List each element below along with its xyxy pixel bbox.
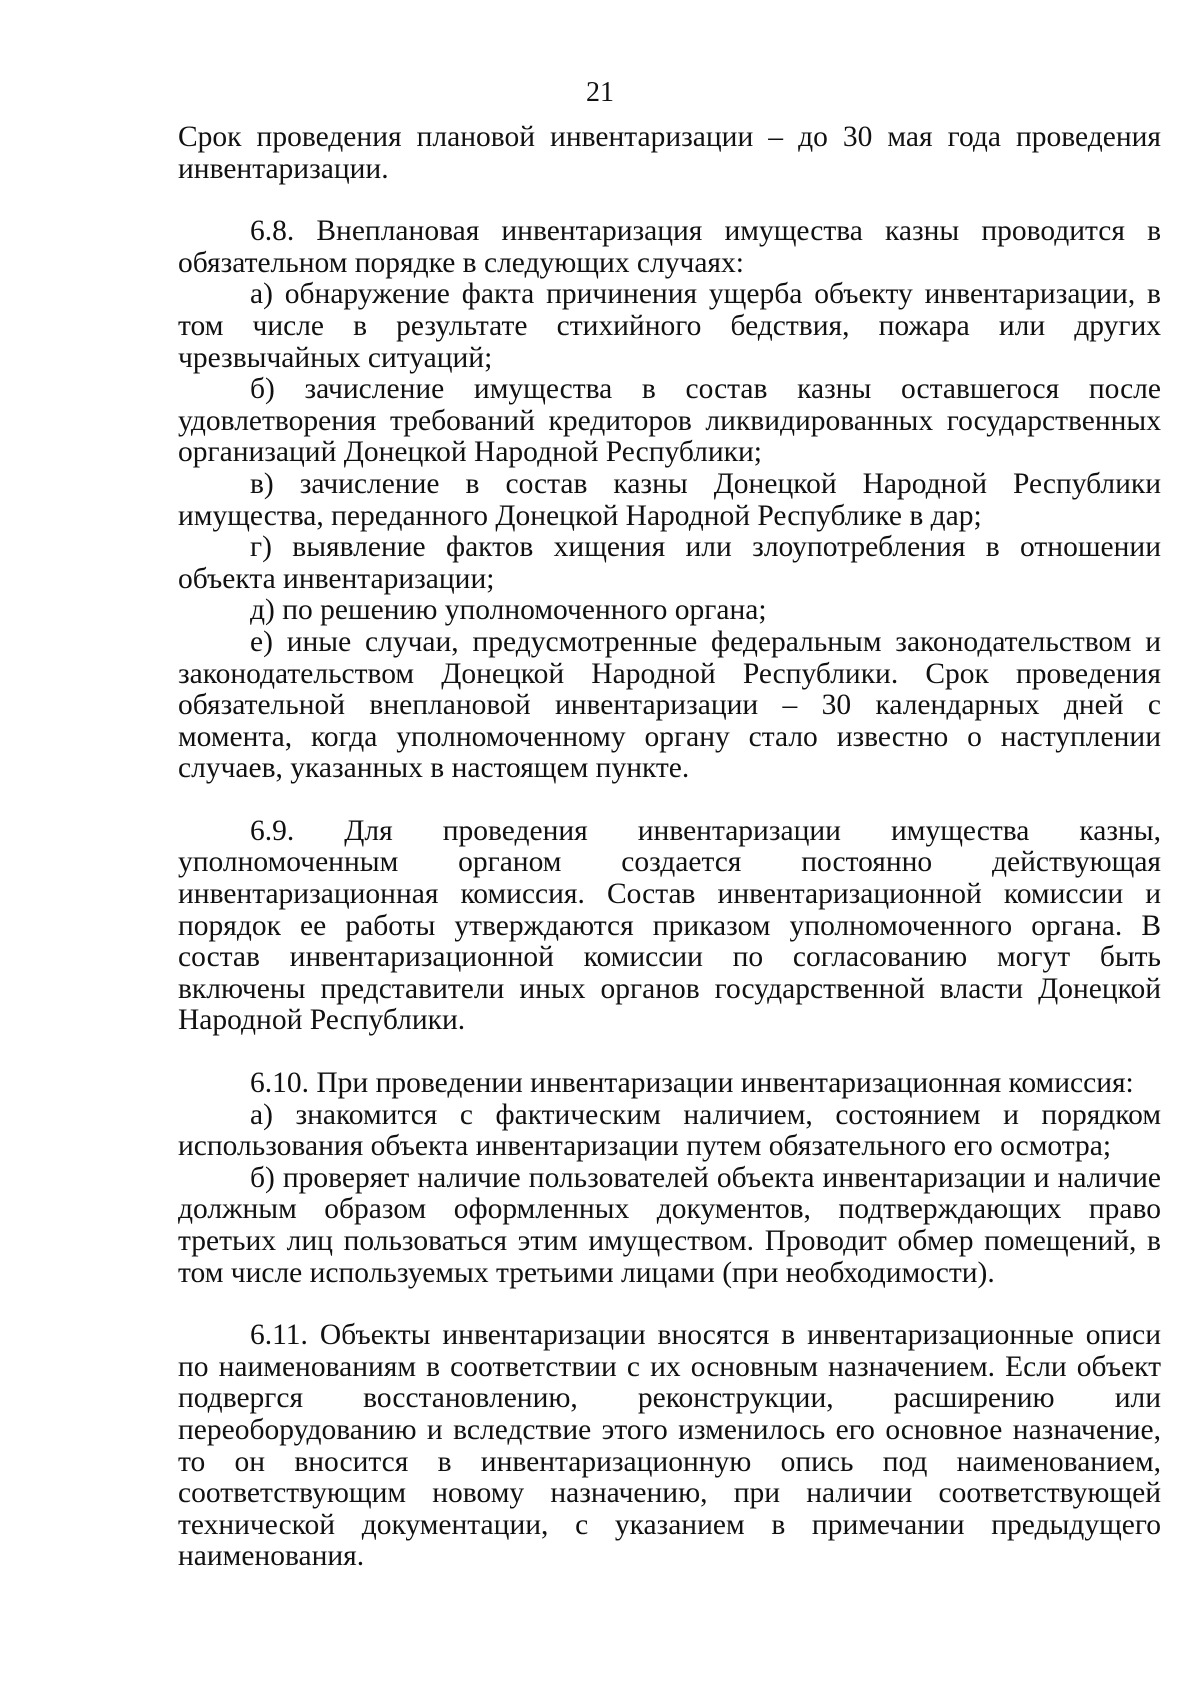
paragraph-6-8-e: е) иные случаи, предусмотренные федеральным законодательством и законодательством Донецкой Народной Республики. Срок проведения обязательной внеплановой инвентаризации – 30 календарных дней с момента, когда уполномоченному органу стало известно о наступлении случаев, указанных в настоящем пункте. bbox=[178, 625, 1161, 785]
paragraph-6-8-a: а) обнаружение факта причинения ущерба объекту инвентаризации, в том числе в результате стихийного бедствия, пожара или других чрезвычайных ситуаций; bbox=[178, 278, 1161, 374]
document-body bbox=[178, 122, 1161, 1573]
paragraph-6-10: 6.10. При проведении инвентаризации инвентаризационная комиссия: bbox=[250, 1067, 1134, 1100]
paragraph-6-8: 6.8. Внеплановая инвентаризация имущества казны проводится в обязательном порядке в следующих случаях: bbox=[178, 215, 1161, 279]
paragraph-6-9: 6.9. Для проведения инвентаризации имущества казны, уполномоченным органом создается постоянно действующая инвентаризационная комиссия. Состав инвентаризационной комиссии и порядок ее работы утверждаются приказом уполномоченного органа. В состав инвентаризационной комиссии по согласованию могут быть включены представители иных органов государственной власти Донецкой Народной Республики. bbox=[178, 814, 1161, 1037]
paragraph-6-10-b: б) проверяет наличие пользователей объекта инвентаризации и наличие должным образом оформленных документов, подтверждающих право третьих лиц пользоваться этим имуществом. Проводит обмер помещений, в том числе используемых третьими лицами (при необходимости). bbox=[178, 1161, 1161, 1289]
paragraph-6-8-b: б) зачисление имущества в состав казны оставшегося после удовлетворения требований кредиторов ликвидированных государственных организаций Донецкой Народной Республики; bbox=[178, 373, 1161, 469]
paragraph-6-8-d: д) по решению уполномоченного органа; bbox=[250, 594, 767, 627]
paragraph-6-10-a: а) знакомится с фактическим наличием, состоянием и порядком использования объекта инвентаризации путем обязательного его осмотра; bbox=[178, 1098, 1161, 1163]
paragraph-6-8-v: в) зачисление в состав казны Донецкой Народной Республики имущества, переданного Донецкой Народной Республике в дар; bbox=[178, 467, 1161, 532]
paragraph-inventory-deadline: Срок проведения плановой инвентаризации – до 30 мая года проведения инвентаризации. bbox=[178, 121, 1161, 185]
page-number: 21 bbox=[586, 77, 614, 108]
paragraph-6-11: 6.11. Объекты инвентаризации вносятся в инвентаризационные описи по наименованиям в соответствии с их основным назначением. Если объект подвергся восстановлению, реконструкции, расширению или переоборудованию и вследствие этого изменилось его основное назначение, то он вносится в инвентаризационную опись под наименованием, соответствующим новому назначению, при наличии соответствующей технической документации, с указанием в примечании предыдущего наименования. bbox=[178, 1319, 1161, 1573]
paragraph-6-8-g: г) выявление фактов хищения или злоупотребления в отношении объекта инвентаризации; bbox=[178, 531, 1161, 595]
